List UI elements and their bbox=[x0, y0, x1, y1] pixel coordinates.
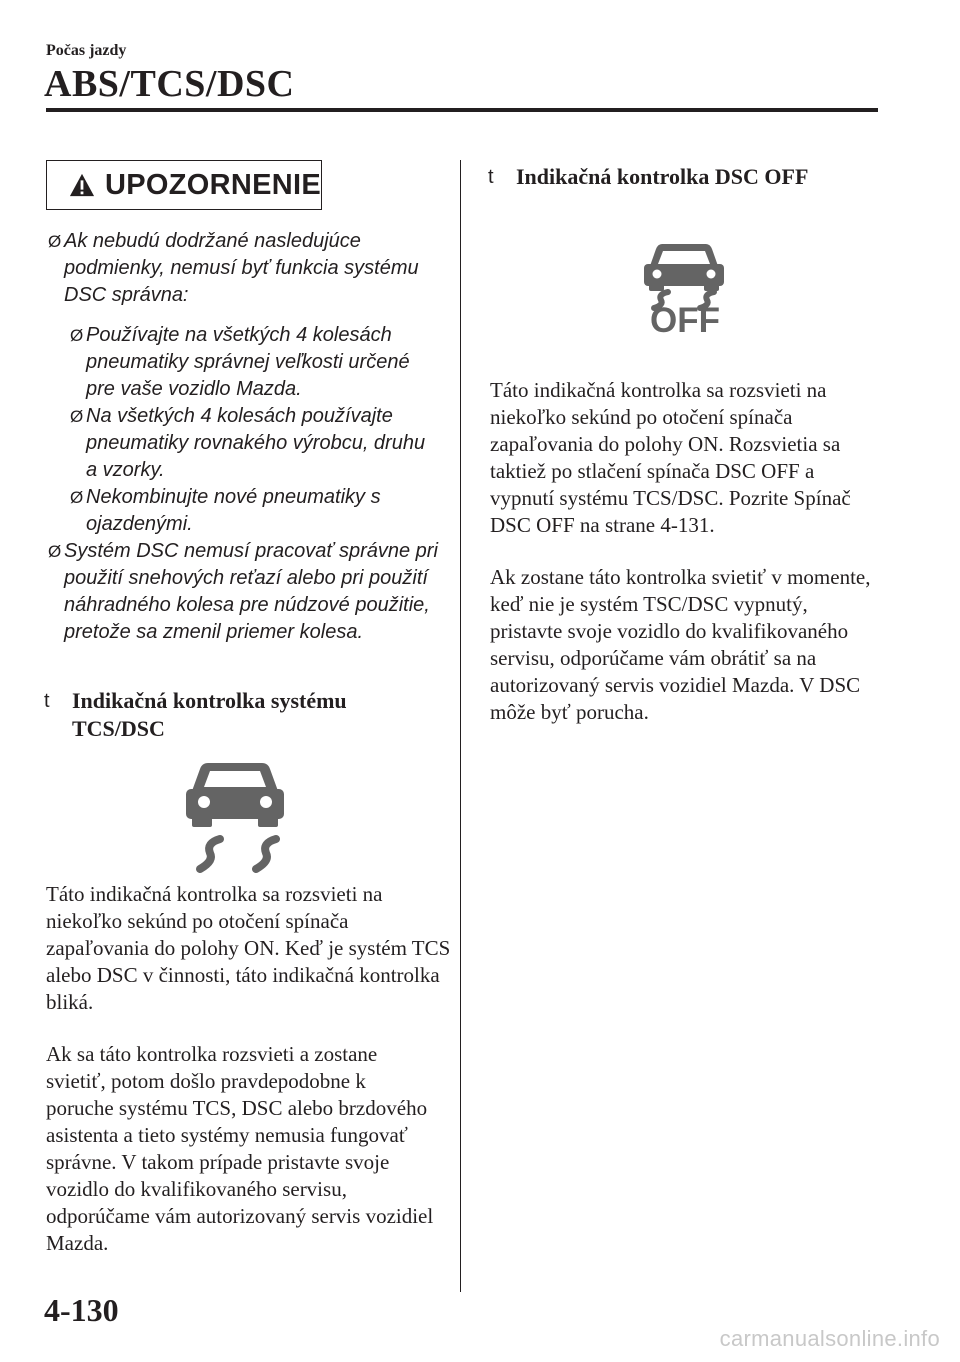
warning-label: UPOZORNENIE bbox=[105, 168, 321, 201]
column-divider bbox=[460, 160, 461, 1292]
warning-subitem bbox=[70, 403, 440, 484]
tcs-dsc-paragraph-1: Táto indikačná kontrolka sa rozsvieti na niekoľko sekúnd po otočení spínača zapaľovania do polohy ON. Keď je systém TCS alebo DSC v činnosti, táto indikačná kontrolka bliká. bbox=[46, 882, 451, 1014]
bullet-arrow-icon: Ø bbox=[48, 232, 62, 251]
warning-item-text: Systém DSC nemusí pracovať správne pri použití snehových reťazí alebo pri použití náhradného kolesa pre núdzové použitie, pretože sa zmenil priemer kolesa. bbox=[64, 540, 438, 643]
bullet-arrow-icon: Ø bbox=[70, 407, 84, 426]
section-marker: t bbox=[44, 690, 50, 712]
warning-item bbox=[48, 228, 448, 309]
watermark: carmanualsonline.info bbox=[719, 1326, 940, 1351]
tcs-dsc-heading-text: Indikačná kontrolka systému TCS/DSC bbox=[72, 688, 347, 741]
warning-item-text: Ak nebudú dodržané nasledujúce podmienky, nemusí byť funkcia systému DSC správna: bbox=[64, 230, 419, 306]
warning-subitem bbox=[70, 484, 440, 538]
tcs-dsc-paragraph-2: Ak sa táto kontrolka rozsvieti a zostane svietiť, potom došlo pravdepodobne k poruche systému TCS, DSC alebo brzdového asistenta a tieto systémy nemusia fungovať správne. V takom prípade pristavte svoje vozidlo do kvalifikovaného servisu, odporúčame vám autorizovaný servis vozidiel Mazda. bbox=[46, 1042, 434, 1255]
page-title: ABS/TCS/DSC bbox=[44, 63, 295, 105]
warning-subitem-text: Používajte na všetkých 4 kolesách pneumatiky správnej veľkosti určené pre vaše vozidlo Mazda. bbox=[86, 324, 410, 400]
tcs-dsc-indicator-icon bbox=[180, 757, 290, 875]
bullet-arrow-icon: Ø bbox=[70, 488, 84, 507]
bullet-arrow-icon: Ø bbox=[48, 542, 62, 561]
warning-triangle-icon bbox=[69, 172, 95, 198]
warning-subitem-text: Nekombinujte nové pneumatiky s ojazdenými. bbox=[86, 486, 381, 535]
dsc-off-paragraph-2: Ak zostane táto kontrolka svietiť v momente, keď nie je systém TSC/DSC vypnutý, pristavte svoje vozidlo do kvalifikovaného servisu, odporúčame vám obrátiť sa na autorizovaný servis vozidiel Mazda. V DSC môže byť porucha. bbox=[490, 565, 871, 724]
section-label: Počas jazdy bbox=[46, 42, 127, 59]
section-marker: t bbox=[488, 166, 494, 188]
page-number: 4-130 bbox=[44, 1292, 119, 1328]
bullet-arrow-icon: Ø bbox=[70, 326, 84, 345]
dsc-off-icon-text: OFF bbox=[650, 301, 720, 336]
warning-subitem bbox=[70, 322, 440, 403]
dsc-off-heading-text: Indikačná kontrolka DSC OFF bbox=[516, 164, 809, 189]
header-rule bbox=[46, 108, 878, 112]
tcs-dsc-heading bbox=[44, 687, 424, 743]
dsc-off-indicator-icon bbox=[632, 240, 738, 336]
dsc-off-paragraph-1: Táto indikačná kontrolka sa rozsvieti na niekoľko sekúnd po otočení spínača zapaľovania do polohy ON. Rozsvietia sa taktiež po stlačení spínača DSC OFF a vypnutí systému TCS/DSC. Pozrite Spínač DSC OFF na strane 4-131. bbox=[490, 378, 851, 537]
warning-box bbox=[46, 160, 322, 210]
dsc-off-heading bbox=[488, 163, 868, 191]
warning-subitem-text: Na všetkých 4 kolesách používajte pneumatiky rovnakého výrobcu, druhu a vzorky. bbox=[86, 405, 426, 481]
warning-item bbox=[48, 538, 448, 646]
